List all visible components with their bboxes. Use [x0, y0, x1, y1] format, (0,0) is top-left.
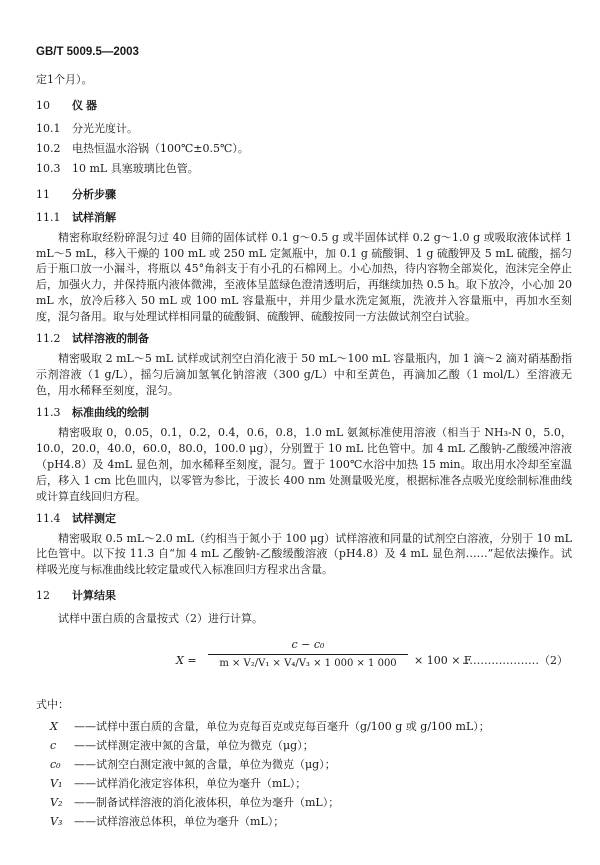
formula-denominator: m × V₂/V₁ × V₄/V₃ × 1 000 × 1 000 [219, 658, 397, 670]
variable-definition [50, 814, 572, 830]
section-11-2-heading [36, 331, 572, 348]
section-10-heading [36, 98, 572, 115]
section-title: 分析步骤 [72, 188, 116, 201]
subsection-number: 11.3 [36, 405, 61, 419]
variable-description: ——试样中蛋白质的含量，单位为克每百克或克每百毫升（g/100 g 或 g/100 mL）； [74, 720, 490, 734]
formula-numerator: c − c₀ [208, 637, 408, 655]
variable-definition [50, 738, 572, 754]
variable-definition [50, 795, 572, 811]
subsection-title: 试样溶液的制备 [72, 333, 149, 346]
formula-tail: × 100 × F [414, 654, 472, 668]
variable-symbol: V₁ [50, 776, 63, 790]
formula-lhs: X = [176, 654, 197, 668]
document-body [36, 72, 572, 833]
section-number: 10 [36, 98, 50, 112]
section-title: 计算结果 [72, 590, 116, 603]
variable-description: ——试样溶液总体积，单位为毫升（mL）； [74, 814, 285, 828]
item-text: 电热恒温水浴锅（100℃±0.5℃）。 [72, 141, 249, 155]
item-text: 10 mL 具塞玻璃比色管。 [72, 161, 199, 175]
section-11-3-text: 精密吸取 0，0.05，0.1，0.2，0.4，0.6，0.8，1.0 mL 氨氮标准使用溶液（相当于 NH₃-N 0，5.0，10.0，20.0，40.0，60.0，80.0，100.0 μg），分别置于 10 mL 比色管中。加 4 mL 乙酸钠-乙酸缓冲溶液（pH4.8）及 4mL 显色剂，加水稀释至刻度，混匀。置于 100℃水浴中加热 15 min。取出用水冷却至室温后，移入 1 cm 比色皿内，以零管为参比，于波长 400 nm 处测量吸光度，根据标准各点吸光度绘制标准曲线或计算直线回归方程。 [36, 425, 572, 503]
variable-definition [50, 719, 572, 735]
subsection-title: 试样消解 [72, 211, 116, 224]
section-11-heading [36, 187, 572, 204]
variable-description: ——试样测定液中氮的含量，单位为微克（μg）； [74, 739, 314, 753]
section-11-4-heading [36, 511, 572, 528]
subsection-title: 标准曲线的绘制 [72, 406, 149, 419]
protein-formula [36, 633, 572, 689]
variable-symbol: X [50, 720, 58, 734]
variable-definition [50, 757, 572, 773]
variable-symbol: c [50, 739, 57, 753]
subsection-number: 11.2 [36, 332, 61, 346]
section-11-4-text: 精密吸取 0.5 mL～2.0 mL（约相当于氮小于 100 μg）试样溶液和同量的试剂空白溶液，分别于 10 mL 比色管中。以下按 11.3 自“加 4 mL 乙酸钠-乙酸缓酸溶液（pH4.8）及 4 mL 显色剂……”起依法操作。试样吸光度与标准曲线比较定量或代入标准回归方程求出含量。 [36, 531, 572, 577]
section-10-2 [36, 141, 572, 157]
variable-symbol: V₂ [50, 795, 63, 809]
section-11-3-heading [36, 405, 572, 422]
section-12-heading [36, 588, 572, 605]
section-number: 11 [36, 187, 50, 201]
subsection-number: 11.1 [36, 210, 61, 224]
variable-symbol: c₀ [50, 758, 61, 771]
section-title: 仪 器 [72, 99, 98, 112]
item-number: 10.3 [36, 161, 61, 175]
item-number: 10.2 [36, 141, 61, 155]
section-11-1-text: 精密称取经粉碎混匀过 40 目筛的固体试样 0.1 g～0.5 g 或半固体试样 0.2 g～1.0 g 或吸取液体试样 1 mL～5 mL，移入干燥的 100 mL 或 250 mL 定氮瓶中，加 0.1 g 硫酸铜、1 g 硫酸钾及 5 mL 硫酸，摇匀后于瓶口放一小漏斗，将瓶以 45°角斜支于有小孔的石棉网上。小心加热，待内容物全部炭化，泡沫完全停止后，加强火力，并保持瓶内液体微沸，至液体呈蓝绿色澄清透明后，再继续加热 0.5 h。取下放冷，小心加 20 mL 水，放冷后移入 50 mL 或 100 mL 容量瓶中，并用少量水洗定氮瓶，洗液并入容量瓶中，再加水至刻度，混匀备用。取与处理试样相同量的硫酸铜、硫酸钾、硫酸按同一方法做试剂空白试验。 [36, 230, 572, 324]
equation-number: …………………（2） [462, 654, 568, 668]
variable-definition [50, 776, 572, 792]
item-number: 10.1 [36, 121, 61, 135]
variable-description: ——试样消化液定容体积，单位为毫升（mL）； [74, 776, 307, 790]
section-number: 12 [36, 589, 50, 603]
variable-definitions [36, 719, 572, 830]
formula-intro: 试样中蛋白质的含量按式（2）进行计算。 [58, 612, 263, 626]
section-11-1-heading [36, 210, 572, 227]
variable-description: ——试剂空白测定液中氮的含量，单位为微克（μg）； [74, 758, 336, 771]
continuation-text: 定1个月）。 [36, 73, 93, 86]
standard-code-header: GB/T 5009.5—2003 [36, 46, 139, 58]
subsection-number: 11.4 [36, 511, 61, 525]
item-text: 分光光度计。 [72, 121, 138, 135]
where-label: 式中： [36, 698, 69, 712]
section-10-1 [36, 121, 572, 137]
section-10-3 [36, 161, 572, 177]
variable-symbol: V₃ [50, 814, 63, 828]
formula-fraction [208, 637, 408, 671]
section-11-2-text: 精密吸取 2 mL～5 mL 试样或试剂空白消化液于 50 mL～100 mL 容量瓶内，加 1 滴～2 滴对硝基酚指示剂溶液（1 g/L），摇匀后滴加氢氧化钠溶液（300 g/L）中和至黄色，再滴加乙酸（1 mol/L）至溶液无色，用水稀释至刻度，混匀。 [36, 352, 572, 397]
subsection-title: 试样测定 [72, 512, 116, 525]
variable-description: ——制备试样溶液的消化液体积，单位为毫升（mL）； [74, 795, 340, 809]
